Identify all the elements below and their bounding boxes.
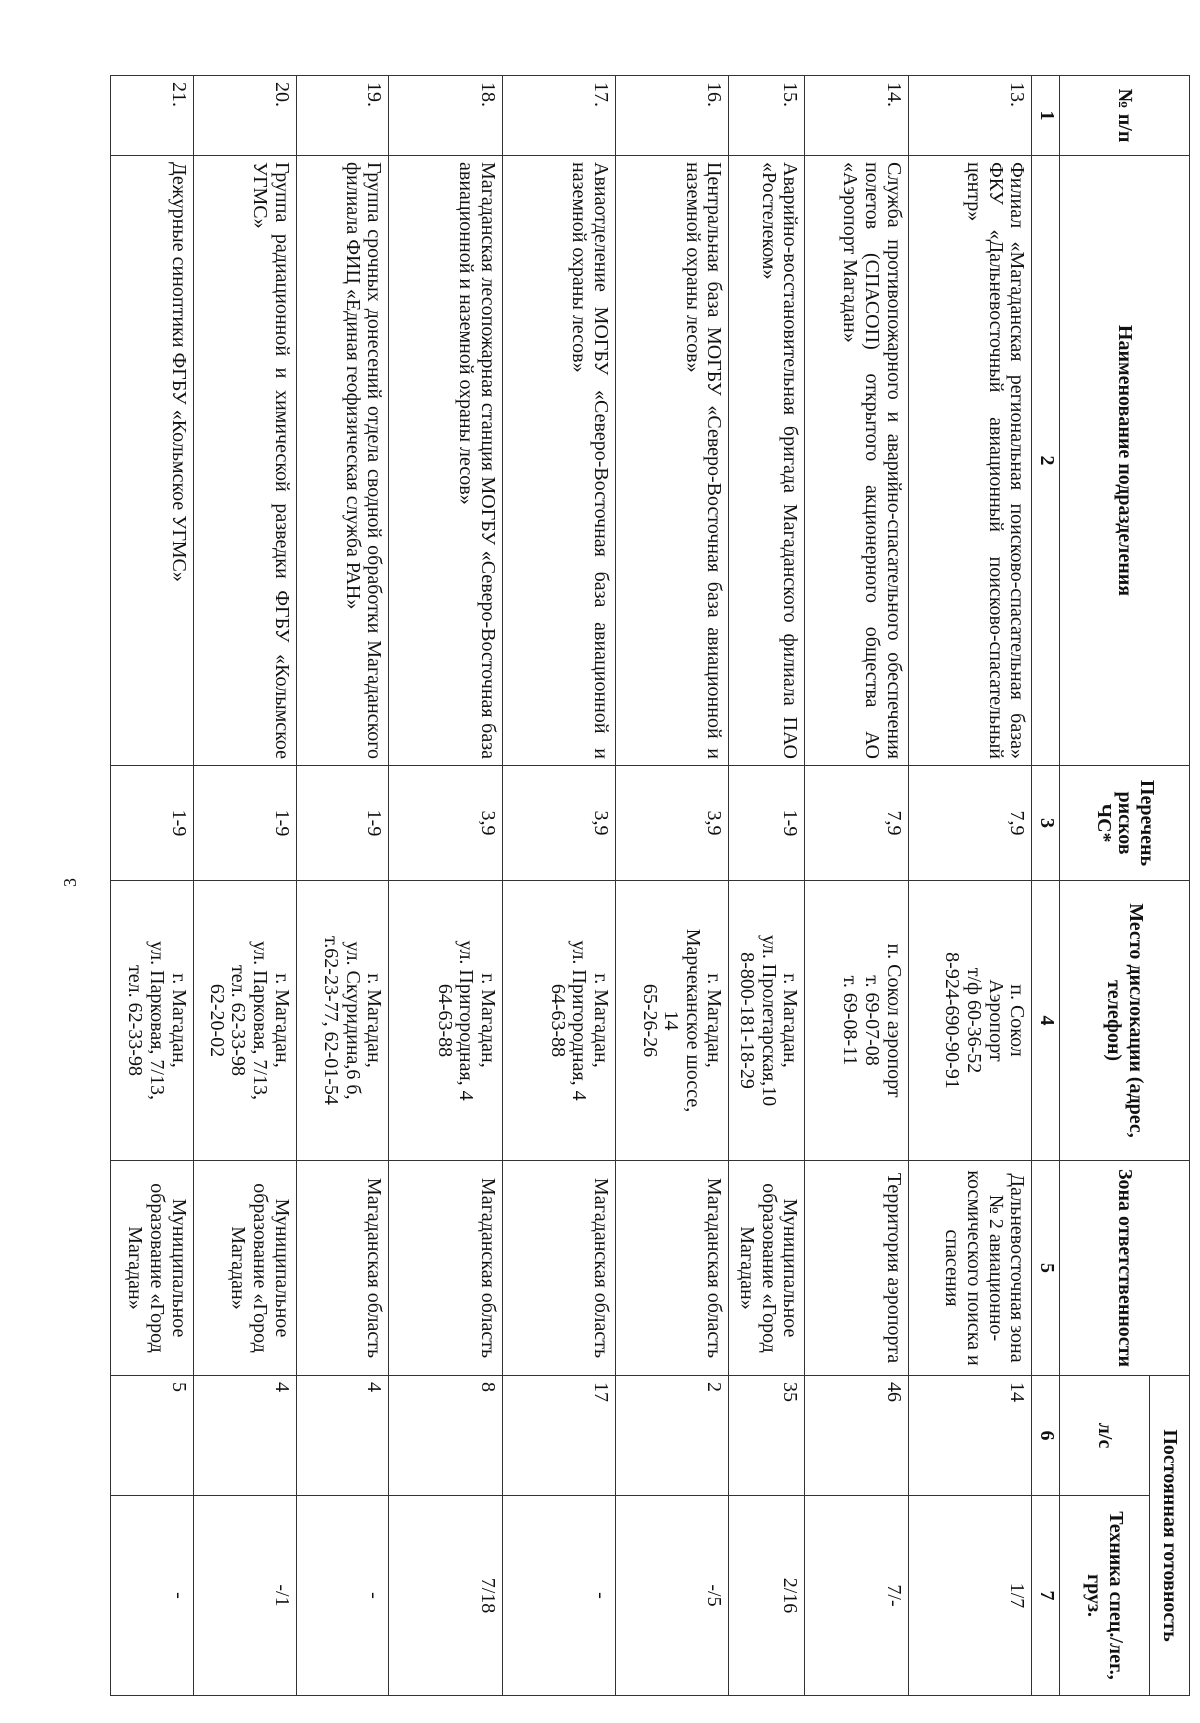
staff-count: 14 <box>908 1376 1032 1496</box>
responsibility-zone: Муниципальное образование «Город Магадан» <box>193 1161 296 1376</box>
risk-list: 1-9 <box>296 766 389 881</box>
unit-name: Группа срочных донесений отдела сводной обработки Магаданского филиала ФИЦ «Единая геофизическая служба РАН» <box>296 156 389 766</box>
column-number-row <box>1032 76 1060 1696</box>
table-row <box>389 76 502 1696</box>
staff-count: 5 <box>111 1376 194 1496</box>
risk-list: 1-9 <box>111 766 194 881</box>
risk-list: 3,9 <box>502 766 615 881</box>
responsibility-zone: Магаданская область <box>389 1161 502 1376</box>
equipment-count: 1/7 <box>908 1496 1032 1696</box>
equipment-count: 7/- <box>805 1496 908 1696</box>
row-number: 13. <box>908 76 1032 156</box>
page-number: 3 <box>60 878 80 887</box>
risk-list: 3,9 <box>616 766 729 881</box>
unit-name: Группа радиационной и химической разведки ФГБУ «Колымское УГМС» <box>193 156 296 766</box>
location-address: г. Магадан, ул. Пригородная, 4 64-63-88 <box>389 881 502 1161</box>
staff-count: 2 <box>616 1376 729 1496</box>
location-address: г. Магадан, ул. Пролетарская,10 8-800-181-18-29 <box>729 881 805 1161</box>
unit-name: Дежурные синоптики ФГБУ «Кольмское УГМС» <box>111 156 194 766</box>
unit-name: Авиаотделение МОГБУ «Северо-Восточная база авиационной и наземной охраны лесов» <box>502 156 615 766</box>
column-number: 2 <box>1032 156 1060 766</box>
location-address: п. Сокол Аэропорт т/ф 60-36-52 8-924-690-90-91 <box>908 881 1032 1161</box>
staff-count: 4 <box>296 1376 389 1496</box>
unit-name: Филиал «Магаданская региональная поисково-спасательная база» ФКУ «Дальневосточный авиационный поисково-спасательный центр» <box>908 156 1032 766</box>
equipment-count: -/1 <box>193 1496 296 1696</box>
column-number: 3 <box>1032 766 1060 881</box>
equipment-count: - <box>502 1496 615 1696</box>
staff-count: 46 <box>805 1376 908 1496</box>
row-number: 17. <box>502 76 615 156</box>
table-row <box>502 76 615 1696</box>
table-row <box>908 76 1032 1696</box>
unit-name: Центральная база МОГБУ «Северо-Восточная база авиационной и наземной охраны лесов» <box>616 156 729 766</box>
header-readiness: Постоянная готовность <box>1150 1376 1190 1696</box>
row-number: 20. <box>193 76 296 156</box>
staff-count: 8 <box>389 1376 502 1496</box>
equipment-count: -/5 <box>616 1496 729 1696</box>
location-address: г. Магадан, ул. Парковая, 7/13, тел. 62-33-98 <box>111 881 194 1161</box>
table-row <box>805 76 908 1696</box>
responsibility-zone: Муниципальное образование «Город Магадан» <box>111 1161 194 1376</box>
responsibility-zone: Муниципальное образование «Город Магадан» <box>729 1161 805 1376</box>
rotated-table-container <box>60 75 1190 1695</box>
risk-list: 7,9 <box>805 766 908 881</box>
row-number: 21. <box>111 76 194 156</box>
column-number: 5 <box>1032 1161 1060 1376</box>
column-number: 6 <box>1032 1376 1060 1496</box>
risk-list: 1-9 <box>193 766 296 881</box>
unit-name: Служба противопожарного и аварийно-спасательного обеспечения полетов (СПАСОП) открытого акционерного общества АО «Аэропорт Магадан» <box>805 156 908 766</box>
table-row <box>111 76 194 1696</box>
row-number: 19. <box>296 76 389 156</box>
responsibility-zone: Магаданская область <box>616 1161 729 1376</box>
row-number: 16. <box>616 76 729 156</box>
risk-list: 3,9 <box>389 766 502 881</box>
header-staff: л/с <box>1060 1376 1150 1496</box>
equipment-count: - <box>111 1496 194 1696</box>
staff-count: 4 <box>193 1376 296 1496</box>
location-address: г. Магадан, ул. Пригородная, 4 64-63-88 <box>502 881 615 1161</box>
table-row <box>193 76 296 1696</box>
header-equipment: Техника спец./лег., груз. <box>1060 1496 1150 1696</box>
table-row <box>616 76 729 1696</box>
location-address: п. Сокол аэропорт т. 69-07-08 т. 69-08-11 <box>805 881 908 1161</box>
unit-name: Аварийно-восстановительная бригада Магаданского филиала ПАО «Ростелеком» <box>729 156 805 766</box>
header-zone: Зона ответственности <box>1060 1161 1190 1376</box>
location-address: г. Магадан, ул. Скуридина,6 б, т.62-23-77, 62-01-54 <box>296 881 389 1161</box>
row-number: 18. <box>389 76 502 156</box>
risk-list: 1-9 <box>729 766 805 881</box>
staff-count: 17 <box>502 1376 615 1496</box>
header-unit-name: Наименование подразделения <box>1060 156 1190 766</box>
responsibility-zone: Магаданская область <box>296 1161 389 1376</box>
equipment-count: - <box>296 1496 389 1696</box>
column-number: 4 <box>1032 881 1060 1161</box>
equipment-count: 7/18 <box>389 1496 502 1696</box>
row-number: 15. <box>729 76 805 156</box>
header-location: Место дислокации (адрес, телефон) <box>1060 881 1190 1161</box>
responsibility-zone: Магаданская область <box>502 1161 615 1376</box>
unit-name: Магаданская лесопожарная станция МОГБУ «Северо-Восточная база авиационной и наземной охраны лесов» <box>389 156 502 766</box>
responsibility-zone: Территория аэропорта <box>805 1161 908 1376</box>
row-number: 14. <box>805 76 908 156</box>
location-address: г. Магадан, ул. Парковая, 7/13, тел. 62-33-98 62-20-02 <box>193 881 296 1161</box>
column-number: 7 <box>1032 1496 1060 1696</box>
header-number: № п/п <box>1060 76 1190 156</box>
responsibility-zone: Дальневосточная зона № 2 авиационно-космического поиска и спасения <box>908 1161 1032 1376</box>
column-number: 1 <box>1032 76 1060 156</box>
rescue-units-table <box>110 75 1190 1696</box>
equipment-count: 2/16 <box>729 1496 805 1696</box>
header-risks: Перечень рисков ЧС* <box>1060 766 1190 881</box>
risk-list: 7,9 <box>908 766 1032 881</box>
table-row <box>296 76 389 1696</box>
staff-count: 35 <box>729 1376 805 1496</box>
location-address: г. Магадан, Марчеканское шоссе, 14 65-26-26 <box>616 881 729 1161</box>
table-row <box>729 76 805 1696</box>
